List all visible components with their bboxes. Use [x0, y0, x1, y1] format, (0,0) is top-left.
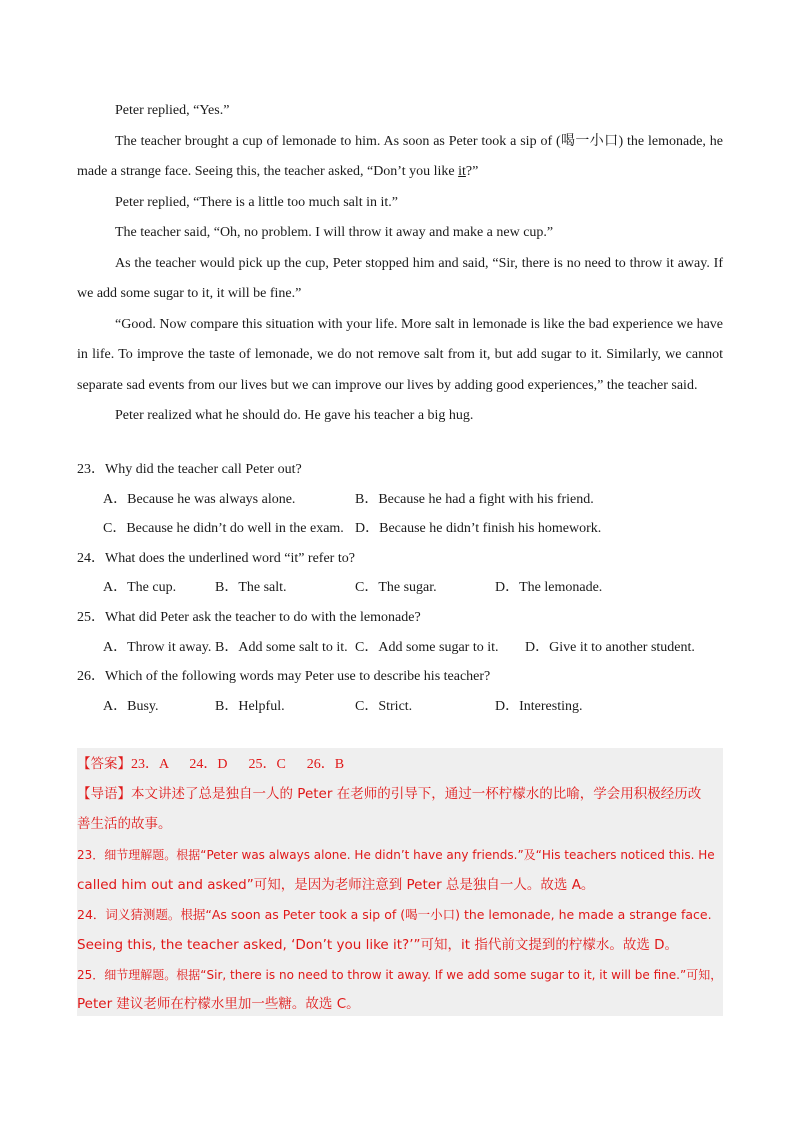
option-row: [77, 692, 723, 722]
option-row: [77, 485, 723, 515]
option-c: C．Because he didn’t do well in the exam.: [103, 521, 344, 537]
question-stem: 26．Which of the following words may Peter use to describe his teacher?: [77, 669, 491, 685]
passage-paragraph-4: The teacher said, “Oh, no problem. I will throw it away and make a new cup.”: [115, 225, 554, 240]
passage-paragraph-1: Peter replied, “Yes.”: [115, 103, 230, 118]
option-a: A．Throw it away.: [103, 639, 212, 655]
explanation-25-line-2: Peter 建议老师在柠檬水里加一些糖。故选 C。: [77, 996, 360, 1012]
question-24: [77, 544, 723, 603]
passage-paragraph-7: Peter realized what he should do. He gave his teacher a big hug.: [115, 408, 474, 423]
option-d: D．Give it to another student.: [525, 639, 695, 655]
explanation-23-line-2: called him out and asked”可知，是因为老师注意到 Peter 总是独自一人。故选 A。: [77, 877, 595, 893]
passage-paragraph-2-tail: ?”: [465, 164, 479, 179]
option-c: C．The sugar.: [355, 580, 437, 596]
question-23: [77, 455, 723, 544]
option-a: A．Because he was always alone.: [103, 491, 296, 507]
answer-key-line: [77, 754, 344, 775]
passage-paragraph-2: [77, 127, 723, 188]
question-26: [77, 662, 723, 721]
explanation-23-line-1: 23．细节理解题。根据“Peter was always alone. He didn’t have any friends.”及“His teachers noticed this. He: [77, 848, 715, 862]
question-stem: 24．What does the underlined word “it” refer to?: [77, 550, 355, 566]
passage-paragraph-3: Peter replied, “There is a little too much salt in it.”: [115, 194, 399, 210]
answer-key-label: 【答案】: [77, 756, 131, 772]
option-row: [77, 573, 723, 603]
option-d: D．Interesting.: [495, 698, 583, 714]
explanation-24-line-1: 24．词义猜测题。根据“As soon as Peter took a sip of (喝一小口) the lemonade, he made a strange face.: [77, 907, 712, 922]
passage-paragraph-6: “Good. Now compare this situation with your life. More salt in lemonade is like the bad experience we have in life. To improve the taste of lemonade, we do not remove salt from it, but add sugar to it. Similarly, we cannot separate sad events from our lives but we can improve our lives by adding good experiences,” the teacher said.: [77, 316, 723, 393]
passage-paragraph-5: As the teacher would pick up the cup, Peter stopped him and said, “Sir, there is no need to throw it away. If we add some sugar to it, it will be fine.”: [77, 255, 723, 301]
option-b: B．Helpful.: [215, 698, 285, 714]
option-row: [77, 514, 723, 544]
option-b: B．Because he had a fight with his friend.: [355, 491, 594, 507]
question-stem: 25．What did Peter ask the teacher to do with the lemonade?: [77, 609, 421, 625]
option-b: B．Add some salt to it.: [215, 639, 348, 655]
option-d: D．Because he didn’t finish his homework.: [355, 521, 602, 537]
explanation-25-line-1: 25．细节理解题。根据“Sir, there is no need to throw it away. If we add some sugar to it, it will be fine.”可知，: [77, 968, 723, 982]
option-c: C．Strict.: [355, 698, 413, 714]
guide-line-1: 【导语】本文讲述了总是独自一人的 Peter 在老师的引导下，通过一杯柠檬水的比喻，学会用积极经历改: [77, 786, 702, 802]
question-list: [77, 455, 723, 721]
reading-passage: [77, 96, 723, 432]
underlined-word: it: [458, 164, 466, 179]
option-c: C．Add some sugar to it.: [355, 639, 499, 655]
question-25: [77, 603, 723, 662]
question-stem: 23．Why did the teacher call Peter out?: [77, 462, 302, 477]
passage-paragraph-2-text: The teacher brought a cup of lemonade to him. As soon as Peter took a sip of (喝一小口) the lemonade, he made a strange face. Seeing this, the teacher asked, “Don’t you like: [77, 133, 723, 179]
option-a: A．Busy.: [103, 698, 159, 714]
option-row: [77, 633, 723, 663]
option-b: B．The salt.: [215, 580, 287, 596]
option-d: D．The lemonade.: [495, 580, 603, 596]
answer-explanation-box: [77, 748, 723, 1016]
answer-key-values: 23．A 24．D 25．C 26．B: [131, 757, 345, 772]
explanation-24-line-2: Seeing this, the teacher asked, ‘Don’t you like it?’”可知，it 指代前文提到的柠檬水。故选 D。: [77, 937, 679, 953]
option-a: A．The cup.: [103, 580, 177, 596]
guide-line-2: 善生活的故事。: [77, 816, 172, 832]
